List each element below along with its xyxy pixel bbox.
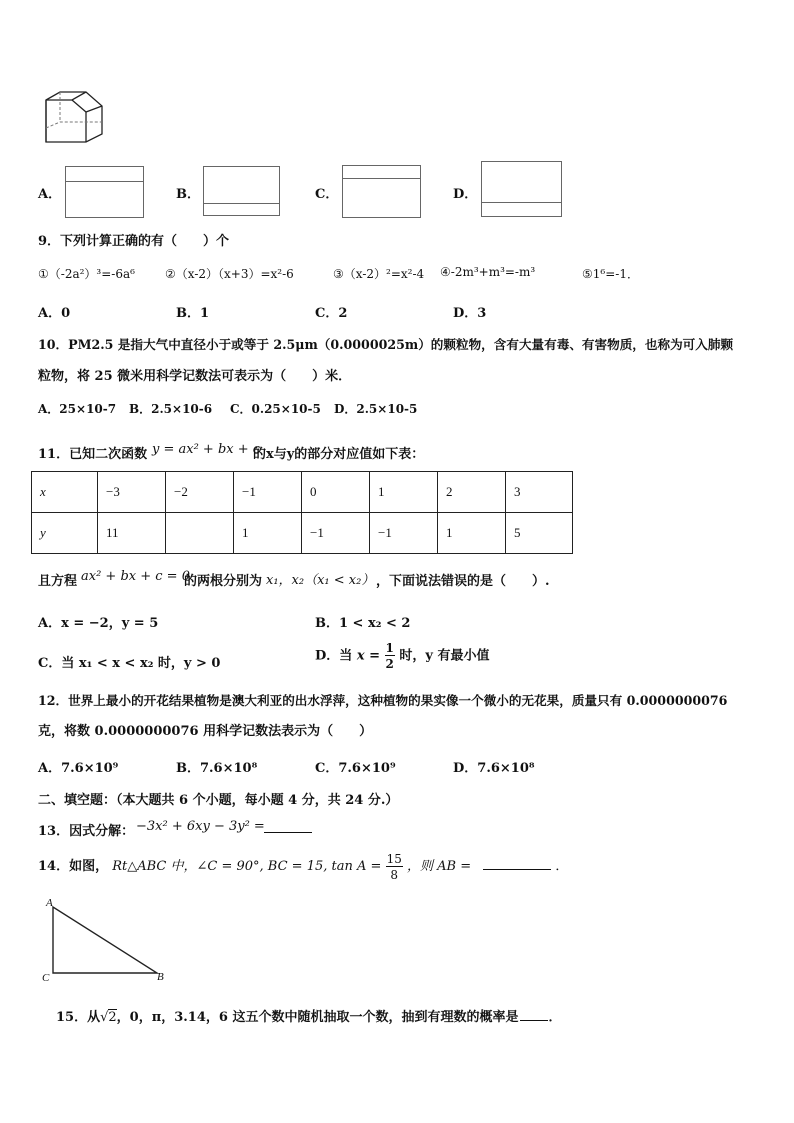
q13-prefix: 13．因式分解：	[38, 824, 135, 839]
q11-option-c[interactable]: C．当 x₁ < x < x₂ 时，y > 0	[38, 656, 221, 671]
q8-option-a-box[interactable]	[65, 166, 144, 218]
q12-line-1: 12．世界上最小的开花结果植物是澳大利亚的出水浮萍，这种植物的果实像一个微小的无花果，质量只有 0.0000000076	[38, 693, 728, 708]
q12-option-d[interactable]: D．7.6×10⁸	[453, 761, 535, 776]
q9-option-c[interactable]: C．2	[315, 306, 348, 321]
q14-answer-blank[interactable]	[483, 855, 551, 870]
q10-option-b[interactable]: B．2.5×10-6	[129, 402, 213, 416]
q15-line	[56, 1006, 561, 1026]
table-cell: −3	[98, 472, 166, 513]
table-cell: −1	[234, 472, 302, 513]
q14-expression-1: Rt△ABC 中，∠C = 90°, BC = 15, tan A =	[112, 859, 382, 874]
triangle-label-a: A	[46, 897, 53, 909]
q11-option-d-suffix: 时，y 有最小值	[399, 648, 490, 664]
q9-item-1: ①（-2a²）³=-6a⁶	[38, 267, 135, 281]
q11-line2-suffix: ，下面说法错误的是（ ）.	[376, 574, 550, 589]
q11-line2-equation: ax² + bx + c = 0	[81, 569, 190, 584]
triangle-label-b: B	[157, 971, 164, 983]
q10-line-1: 10．PM2.5 是指大气中直径小于或等于 2.5μm（0.0000025m）的颗粒物，含有大量有毒、有害物质，也称为可入肺颗	[38, 337, 734, 352]
q11-line2-prefix: 且方程	[38, 574, 78, 589]
q9-item-4: ④-2m³+m³=-m³	[440, 265, 536, 279]
fraction-denominator: 2	[385, 657, 394, 671]
q13-answer-blank[interactable]	[264, 832, 312, 833]
q15-sqrt-value: 2	[108, 1010, 117, 1025]
table-row-x	[32, 472, 573, 513]
q14-prefix: 14．如图，	[38, 859, 109, 874]
q11-option-d-prefix: D．当	[315, 648, 353, 664]
q12-line-2: 克，将数 0.0000000076 用科学记数法表示为（ ）	[38, 724, 373, 739]
q15-end: ．	[548, 1010, 562, 1025]
q11-line2-roots: x₁，x₂（x₁ < x₂）	[266, 573, 375, 588]
right-triangle-figure	[38, 897, 172, 989]
q12-option-a[interactable]: A．7.6×10⁹	[38, 761, 119, 776]
q14-expression-2: ，则 AB =	[406, 859, 472, 874]
table-cell: 3	[506, 472, 573, 513]
q15-answer-blank[interactable]	[520, 1006, 548, 1021]
table-cell: 2	[438, 472, 506, 513]
q15-prefix: 15．从	[56, 1010, 101, 1025]
q11-option-d[interactable]	[315, 642, 490, 670]
table-cell: 1	[234, 513, 302, 554]
q11-value-table	[31, 471, 573, 554]
q8-option-b-box[interactable]	[203, 166, 280, 216]
q9-item-2: ②（x-2）（x+3）=x²-6	[165, 267, 294, 281]
q11-stem-suffix: 的x与y的部分对应值如下表：	[253, 447, 425, 462]
fraction-numerator: 15	[386, 851, 402, 866]
table-cell: 5	[506, 513, 573, 554]
q10-option-a[interactable]: A．25×10-7	[38, 402, 117, 416]
q14-fraction	[386, 853, 403, 881]
q14-line	[38, 852, 568, 882]
sqrt-icon: √	[100, 1010, 109, 1025]
q10-option-c[interactable]: C．0.25×10-5	[230, 402, 321, 416]
section-2-title: 二、填空题：（本大题共 6 个小题，每小题 4 分，共 24 分.）	[38, 793, 399, 808]
q11-stem-prefix: 11．已知二次函数	[38, 447, 148, 462]
table-cell: −2	[166, 472, 234, 513]
q8-option-d[interactable]: D．	[453, 187, 478, 202]
table-header-y: y	[32, 513, 98, 554]
q9-stem: 9．下列计算正确的有（ ）个	[38, 234, 230, 249]
table-cell	[166, 513, 234, 554]
q15-rest: ，0，π，3.14，6 这五个数中随机抽取一个数，抽到有理数的概率是	[116, 1010, 519, 1025]
q9-item-5: ⑤1⁶=-1．	[582, 267, 639, 281]
q8-option-c-box[interactable]	[342, 165, 421, 218]
table-cell: 1	[438, 513, 506, 554]
prism-solid-figure	[40, 88, 110, 148]
q9-option-d[interactable]: D．3	[453, 306, 487, 321]
table-cell: −1	[370, 513, 438, 554]
q12-option-b[interactable]: B．7.6×10⁸	[176, 761, 258, 776]
triangle-label-c: C	[42, 972, 50, 984]
q11-option-d-fraction	[385, 642, 395, 670]
fraction-numerator: 1	[385, 641, 394, 655]
q8-option-b[interactable]: B．	[176, 187, 200, 202]
table-cell: 0	[302, 472, 370, 513]
table-cell: 11	[98, 513, 166, 554]
q11-option-b[interactable]: B．1 < x₂ < 2	[315, 616, 411, 631]
table-cell: −1	[302, 513, 370, 554]
q8-option-a[interactable]: A．	[38, 187, 62, 202]
q8-option-d-box[interactable]	[481, 161, 562, 217]
q9-option-b[interactable]: B．1	[176, 306, 210, 321]
q14-end: ．	[555, 859, 569, 874]
q9-item-3: ③（x-2）²=x²-4	[333, 267, 425, 281]
q11-option-d-x: x =	[356, 648, 380, 664]
table-header-x: x	[32, 472, 98, 513]
q12-option-c[interactable]: C．7.6×10⁹	[315, 761, 396, 776]
q11-stem-func: y = ax² + bx + c	[152, 442, 261, 457]
q8-option-c[interactable]: C．	[315, 187, 339, 202]
q9-option-a[interactable]: A．0	[38, 306, 71, 321]
q10-option-d[interactable]: D．2.5×10-5	[334, 402, 418, 416]
q11-option-a[interactable]: A．x = −2，y = 5	[38, 616, 159, 631]
q11-line2-mid: 的两根分别为	[184, 574, 263, 589]
q10-line-2: 粒物，将 25 微米用科学记数法可表示为（ ）米．	[38, 369, 352, 384]
table-cell: 1	[370, 472, 438, 513]
fraction-denominator: 8	[390, 867, 399, 882]
q13-expression: −3x² + 6xy − 3y² =	[136, 819, 265, 834]
table-row-y	[32, 513, 573, 554]
